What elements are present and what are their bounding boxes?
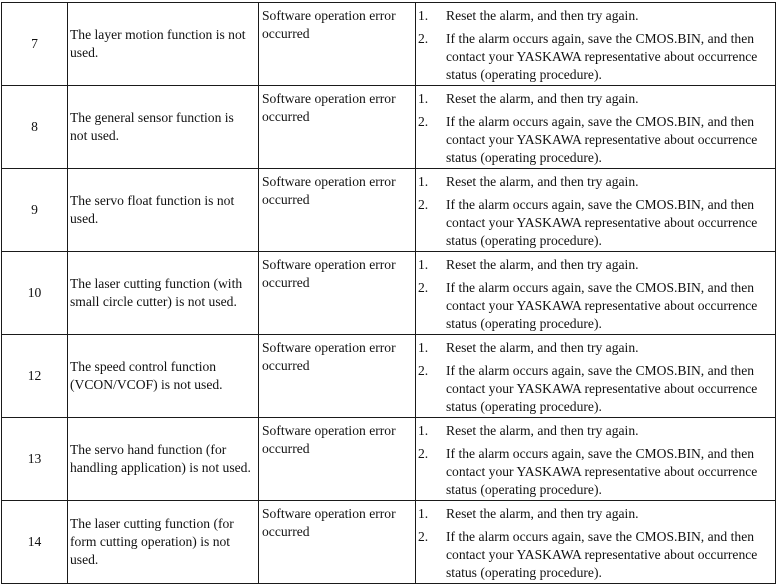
step-text: If the alarm occurs again, save the CMOS.BIN, and then contact your YASKAWA representative about occurrence status (operating procedure). — [446, 114, 758, 165]
step-number: 2. — [418, 529, 429, 544]
remedy-step — [418, 445, 771, 499]
alarm-table — [1, 2, 776, 584]
sub-code-cell: 13 — [2, 418, 68, 501]
step-number: 1. — [418, 506, 429, 521]
sub-code-cell: 9 — [2, 169, 68, 252]
step-number: 2. — [418, 446, 429, 461]
remedy-step — [418, 30, 771, 84]
description-cell: The servo float function is not used. — [68, 169, 259, 252]
step-text: Reset the alarm, and then try again. — [446, 340, 639, 355]
remedy-step — [418, 339, 771, 357]
remedy-step — [418, 422, 771, 440]
remedy-step — [418, 7, 771, 25]
step-number: 1. — [418, 91, 429, 106]
step-number: 1. — [418, 8, 429, 23]
step-text: Reset the alarm, and then try again. — [446, 423, 639, 438]
description-cell: The general sensor function is not used. — [68, 86, 259, 169]
remedy-step — [418, 362, 771, 416]
sub-code-cell: 10 — [2, 252, 68, 335]
remedy-cell — [416, 252, 776, 335]
description-cell: The laser cutting function (with small circle cutter) is not used. — [68, 252, 259, 335]
table-row — [2, 252, 776, 335]
description-cell: The servo hand function (for handling application) is not used. — [68, 418, 259, 501]
step-text: Reset the alarm, and then try again. — [446, 506, 639, 521]
remedy-step — [418, 113, 771, 167]
cause-cell: Software operation error occurred — [259, 418, 416, 501]
sub-code-cell: 7 — [2, 3, 68, 86]
remedy-cell — [416, 501, 776, 584]
table-row — [2, 3, 776, 86]
sub-code-cell: 12 — [2, 335, 68, 418]
description-cell: The laser cutting function (for form cutting operation) is not used. — [68, 501, 259, 584]
step-text: Reset the alarm, and then try again. — [446, 174, 639, 189]
alarm-table-body — [2, 3, 776, 584]
step-text: Reset the alarm, and then try again. — [446, 91, 639, 106]
cause-cell: Software operation error occurred — [259, 335, 416, 418]
step-text: If the alarm occurs again, save the CMOS.BIN, and then contact your YASKAWA representative about occurrence status (operating procedure). — [446, 363, 758, 414]
cause-cell: Software operation error occurred — [259, 252, 416, 335]
description-cell: The layer motion function is not used. — [68, 3, 259, 86]
step-number: 1. — [418, 174, 429, 189]
table-row — [2, 335, 776, 418]
sub-code-cell: 8 — [2, 86, 68, 169]
remedy-cell — [416, 418, 776, 501]
table-row — [2, 418, 776, 501]
step-number: 1. — [418, 340, 429, 355]
remedy-step — [418, 528, 771, 582]
remedy-step — [418, 196, 771, 250]
remedy-step — [418, 90, 771, 108]
step-text: Reset the alarm, and then try again. — [446, 8, 639, 23]
step-number: 2. — [418, 363, 429, 378]
cause-cell: Software operation error occurred — [259, 169, 416, 252]
step-number: 2. — [418, 31, 429, 46]
sub-code-cell: 14 — [2, 501, 68, 584]
step-number: 2. — [418, 280, 429, 295]
description-cell: The speed control function (VCON/VCOF) is not used. — [68, 335, 259, 418]
table-row — [2, 169, 776, 252]
remedy-step — [418, 279, 771, 333]
remedy-step — [418, 256, 771, 274]
step-number: 2. — [418, 197, 429, 212]
step-text: If the alarm occurs again, save the CMOS.BIN, and then contact your YASKAWA representative about occurrence status (operating procedure). — [446, 446, 758, 497]
table-row — [2, 501, 776, 584]
remedy-cell — [416, 335, 776, 418]
remedy-cell — [416, 86, 776, 169]
step-number: 1. — [418, 257, 429, 272]
cause-cell: Software operation error occurred — [259, 86, 416, 169]
step-number: 1. — [418, 423, 429, 438]
step-text: If the alarm occurs again, save the CMOS.BIN, and then contact your YASKAWA representative about occurrence status (operating procedure). — [446, 529, 758, 580]
step-text: If the alarm occurs again, save the CMOS.BIN, and then contact your YASKAWA representative about occurrence status (operating procedure). — [446, 31, 758, 82]
cause-cell: Software operation error occurred — [259, 501, 416, 584]
cause-cell: Software operation error occurred — [259, 3, 416, 86]
step-text: If the alarm occurs again, save the CMOS.BIN, and then contact your YASKAWA representative about occurrence status (operating procedure). — [446, 197, 758, 248]
step-text: Reset the alarm, and then try again. — [446, 257, 639, 272]
remedy-cell — [416, 3, 776, 86]
remedy-step — [418, 505, 771, 523]
step-text: If the alarm occurs again, save the CMOS.BIN, and then contact your YASKAWA representative about occurrence status (operating procedure). — [446, 280, 758, 331]
table-row — [2, 86, 776, 169]
step-number: 2. — [418, 114, 429, 129]
remedy-step — [418, 173, 771, 191]
remedy-cell — [416, 169, 776, 252]
